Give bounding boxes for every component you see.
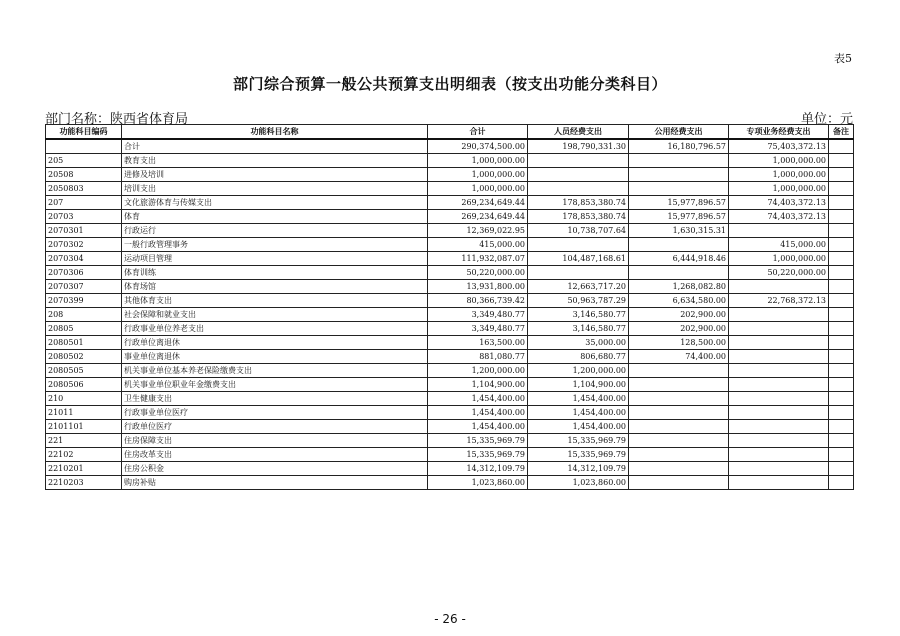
cell-special xyxy=(729,322,829,336)
header-public: 公用经费支出 xyxy=(629,125,729,140)
cell-special: 415,000.00 xyxy=(729,238,829,252)
table-row xyxy=(46,420,854,434)
cell-name: 一般行政管理事务 xyxy=(122,238,428,252)
cell-name: 体育 xyxy=(122,210,428,224)
cell-code: 2080502 xyxy=(46,350,122,364)
cell-total: 163,500.00 xyxy=(428,336,528,350)
cell-name: 进修及培训 xyxy=(122,168,428,182)
cell-public: 1,630,315.31 xyxy=(629,224,729,238)
cell-name: 住房公积金 xyxy=(122,462,428,476)
cell-special xyxy=(729,280,829,294)
cell-code: 2210203 xyxy=(46,476,122,490)
cell-special: 22,768,372.13 xyxy=(729,294,829,308)
cell-personnel: 12,663,717.20 xyxy=(528,280,629,294)
cell-note xyxy=(829,294,854,308)
cell-code: 2210201 xyxy=(46,462,122,476)
department-label: 部门名称：陕西省体育局 xyxy=(45,112,189,127)
cell-public: 1,268,082.80 xyxy=(629,280,729,294)
cell-code: 2050803 xyxy=(46,182,122,196)
cell-public xyxy=(629,364,729,378)
cell-public: 128,500.00 xyxy=(629,336,729,350)
page-number: - 26 - xyxy=(434,612,466,626)
cell-code: 2070301 xyxy=(46,224,122,238)
cell-special xyxy=(729,224,829,238)
cell-total: 1,000,000.00 xyxy=(428,168,528,182)
cell-personnel: 806,680.77 xyxy=(528,350,629,364)
cell-code: 210 xyxy=(46,392,122,406)
cell-note xyxy=(829,280,854,294)
cell-personnel: 178,853,380.74 xyxy=(528,196,629,210)
cell-personnel: 178,853,380.74 xyxy=(528,210,629,224)
cell-special: 1,000,000.00 xyxy=(729,182,829,196)
cell-personnel xyxy=(528,238,629,252)
cell-note xyxy=(829,322,854,336)
cell-special: 74,403,372.13 xyxy=(729,196,829,210)
cell-code: 2080505 xyxy=(46,364,122,378)
cell-public xyxy=(629,238,729,252)
table-row xyxy=(46,266,854,280)
cell-personnel: 3,146,580.77 xyxy=(528,308,629,322)
cell-code xyxy=(46,139,122,154)
cell-total: 50,220,000.00 xyxy=(428,266,528,280)
header-personnel: 人员经费支出 xyxy=(528,125,629,140)
cell-special xyxy=(729,350,829,364)
cell-note xyxy=(829,392,854,406)
cell-name: 住房改革支出 xyxy=(122,448,428,462)
cell-code: 205 xyxy=(46,154,122,168)
cell-total: 15,335,969.79 xyxy=(428,448,528,462)
cell-public xyxy=(629,462,729,476)
cell-name: 其他体育支出 xyxy=(122,294,428,308)
cell-code: 22102 xyxy=(46,448,122,462)
cell-note xyxy=(829,406,854,420)
header-special: 专项业务经费支出 xyxy=(729,125,829,140)
cell-personnel: 35,000.00 xyxy=(528,336,629,350)
table-row xyxy=(46,139,854,154)
cell-personnel: 1,454,400.00 xyxy=(528,392,629,406)
table-row xyxy=(46,308,854,322)
cell-note xyxy=(829,238,854,252)
cell-special: 75,403,372.13 xyxy=(729,139,829,154)
table-row xyxy=(46,294,854,308)
cell-total: 3,349,480.77 xyxy=(428,322,528,336)
cell-personnel: 14,312,109.79 xyxy=(528,462,629,476)
cell-name: 机关事业单位基本养老保险缴费支出 xyxy=(122,364,428,378)
cell-public xyxy=(629,154,729,168)
cell-total: 269,234,649.44 xyxy=(428,196,528,210)
cell-personnel: 1,454,400.00 xyxy=(528,406,629,420)
cell-special xyxy=(729,378,829,392)
cell-total: 1,000,000.00 xyxy=(428,182,528,196)
table-row xyxy=(46,350,854,364)
cell-personnel: 1,200,000.00 xyxy=(528,364,629,378)
cell-total: 1,104,900.00 xyxy=(428,378,528,392)
cell-name: 卫生健康支出 xyxy=(122,392,428,406)
cell-total: 415,000.00 xyxy=(428,238,528,252)
cell-special: 74,403,372.13 xyxy=(729,210,829,224)
cell-code: 20805 xyxy=(46,322,122,336)
cell-name: 体育场馆 xyxy=(122,280,428,294)
cell-note xyxy=(829,434,854,448)
cell-public: 15,977,896.57 xyxy=(629,210,729,224)
cell-total: 111,932,087.07 xyxy=(428,252,528,266)
cell-code: 2070399 xyxy=(46,294,122,308)
cell-special xyxy=(729,364,829,378)
cell-note xyxy=(829,252,854,266)
cell-note xyxy=(829,448,854,462)
table-row xyxy=(46,210,854,224)
cell-public: 74,400.00 xyxy=(629,350,729,364)
cell-name: 行政单位医疗 xyxy=(122,420,428,434)
cell-note xyxy=(829,476,854,490)
cell-public: 15,977,896.57 xyxy=(629,196,729,210)
cell-name: 文化旅游体育与传媒支出 xyxy=(122,196,428,210)
cell-special xyxy=(729,476,829,490)
cell-public xyxy=(629,392,729,406)
cell-code: 2070302 xyxy=(46,238,122,252)
cell-name: 行政事业单位养老支出 xyxy=(122,322,428,336)
cell-personnel: 3,146,580.77 xyxy=(528,322,629,336)
cell-personnel: 15,335,969.79 xyxy=(528,448,629,462)
cell-note xyxy=(829,350,854,364)
cell-code: 2080506 xyxy=(46,378,122,392)
table-body xyxy=(46,139,854,490)
table-row xyxy=(46,448,854,462)
cell-total: 1,023,860.00 xyxy=(428,476,528,490)
cell-total: 290,374,500.00 xyxy=(428,139,528,154)
cell-code: 2070304 xyxy=(46,252,122,266)
cell-total: 881,080.77 xyxy=(428,350,528,364)
cell-personnel xyxy=(528,154,629,168)
cell-code: 2101101 xyxy=(46,420,122,434)
cell-special xyxy=(729,308,829,322)
cell-public xyxy=(629,182,729,196)
cell-code: 20703 xyxy=(46,210,122,224)
page-title: 部门综合预算一般公共预算支出明细表（按支出功能分类科目） xyxy=(232,75,667,93)
table-row xyxy=(46,364,854,378)
cell-total: 1,454,400.00 xyxy=(428,392,528,406)
cell-personnel: 1,104,900.00 xyxy=(528,378,629,392)
cell-total: 269,234,649.44 xyxy=(428,210,528,224)
header-code: 功能科目编码 xyxy=(46,125,122,140)
cell-code: 208 xyxy=(46,308,122,322)
cell-total: 1,454,400.00 xyxy=(428,420,528,434)
cell-special: 1,000,000.00 xyxy=(729,154,829,168)
cell-note xyxy=(829,224,854,238)
cell-public xyxy=(629,420,729,434)
cell-note xyxy=(829,210,854,224)
cell-special xyxy=(729,392,829,406)
cell-personnel: 15,335,969.79 xyxy=(528,434,629,448)
table-row xyxy=(46,476,854,490)
cell-note xyxy=(829,196,854,210)
cell-public: 202,900.00 xyxy=(629,308,729,322)
cell-personnel: 1,454,400.00 xyxy=(528,420,629,434)
cell-name: 体育训练 xyxy=(122,266,428,280)
cell-public: 16,180,796.57 xyxy=(629,139,729,154)
cell-total: 1,454,400.00 xyxy=(428,406,528,420)
header-note: 备注 xyxy=(829,125,854,140)
cell-personnel xyxy=(528,168,629,182)
cell-name: 购房补贴 xyxy=(122,476,428,490)
cell-public xyxy=(629,266,729,280)
cell-personnel: 10,738,707.64 xyxy=(528,224,629,238)
cell-special xyxy=(729,406,829,420)
cell-special xyxy=(729,336,829,350)
table-row xyxy=(46,378,854,392)
unit-label: 单位：元 xyxy=(800,112,853,127)
cell-public xyxy=(629,168,729,182)
cell-special xyxy=(729,462,829,476)
cell-personnel: 104,487,168.61 xyxy=(528,252,629,266)
table-row xyxy=(46,392,854,406)
table-row xyxy=(46,322,854,336)
cell-code: 21011 xyxy=(46,406,122,420)
table-header-row xyxy=(46,125,854,140)
header-total: 合计 xyxy=(428,125,528,140)
cell-personnel: 198,790,331.30 xyxy=(528,139,629,154)
cell-special xyxy=(729,420,829,434)
cell-public xyxy=(629,448,729,462)
cell-personnel: 1,023,860.00 xyxy=(528,476,629,490)
cell-note xyxy=(829,168,854,182)
table-row xyxy=(46,280,854,294)
cell-name: 行政事业单位医疗 xyxy=(122,406,428,420)
cell-total: 14,312,109.79 xyxy=(428,462,528,476)
expenditure-table xyxy=(45,124,854,490)
cell-code: 207 xyxy=(46,196,122,210)
cell-note xyxy=(829,420,854,434)
cell-public: 202,900.00 xyxy=(629,322,729,336)
cell-special: 1,000,000.00 xyxy=(729,252,829,266)
cell-name: 行政运行 xyxy=(122,224,428,238)
cell-code: 221 xyxy=(46,434,122,448)
cell-name: 社会保障和就业支出 xyxy=(122,308,428,322)
cell-note xyxy=(829,139,854,154)
cell-public: 6,634,580.00 xyxy=(629,294,729,308)
cell-special: 50,220,000.00 xyxy=(729,266,829,280)
cell-name: 事业单位离退休 xyxy=(122,350,428,364)
cell-code: 20508 xyxy=(46,168,122,182)
table-row xyxy=(46,406,854,420)
table-row xyxy=(46,168,854,182)
cell-name: 住房保障支出 xyxy=(122,434,428,448)
table-tag: 表5 xyxy=(834,52,852,65)
table-row xyxy=(46,434,854,448)
cell-total: 12,369,022.95 xyxy=(428,224,528,238)
cell-public: 6,444,918.46 xyxy=(629,252,729,266)
table-row xyxy=(46,196,854,210)
cell-name: 机关事业单位职业年金缴费支出 xyxy=(122,378,428,392)
cell-total: 15,335,969.79 xyxy=(428,434,528,448)
cell-public xyxy=(629,406,729,420)
cell-note xyxy=(829,182,854,196)
cell-personnel xyxy=(528,266,629,280)
cell-name: 行政单位离退休 xyxy=(122,336,428,350)
header-name: 功能科目名称 xyxy=(122,125,428,140)
table-row xyxy=(46,252,854,266)
cell-public xyxy=(629,378,729,392)
cell-note xyxy=(829,308,854,322)
cell-total: 80,366,739.42 xyxy=(428,294,528,308)
cell-code: 2070307 xyxy=(46,280,122,294)
table-row xyxy=(46,336,854,350)
cell-note xyxy=(829,266,854,280)
cell-note xyxy=(829,154,854,168)
cell-personnel: 50,963,787.29 xyxy=(528,294,629,308)
table-row xyxy=(46,182,854,196)
cell-public xyxy=(629,476,729,490)
cell-code: 2080501 xyxy=(46,336,122,350)
cell-special: 1,000,000.00 xyxy=(729,168,829,182)
table-row xyxy=(46,154,854,168)
cell-total: 1,200,000.00 xyxy=(428,364,528,378)
cell-special xyxy=(729,434,829,448)
cell-total: 3,349,480.77 xyxy=(428,308,528,322)
cell-name: 教育支出 xyxy=(122,154,428,168)
cell-note xyxy=(829,378,854,392)
cell-personnel xyxy=(528,182,629,196)
cell-public xyxy=(629,434,729,448)
table-row xyxy=(46,224,854,238)
cell-special xyxy=(729,448,829,462)
cell-note xyxy=(829,364,854,378)
cell-note xyxy=(829,336,854,350)
cell-note xyxy=(829,462,854,476)
cell-total: 13,931,800.00 xyxy=(428,280,528,294)
cell-code: 2070306 xyxy=(46,266,122,280)
cell-name: 培训支出 xyxy=(122,182,428,196)
table-row xyxy=(46,238,854,252)
cell-name: 运动项目管理 xyxy=(122,252,428,266)
table-row xyxy=(46,462,854,476)
cell-total: 1,000,000.00 xyxy=(428,154,528,168)
cell-name: 合计 xyxy=(122,139,428,154)
